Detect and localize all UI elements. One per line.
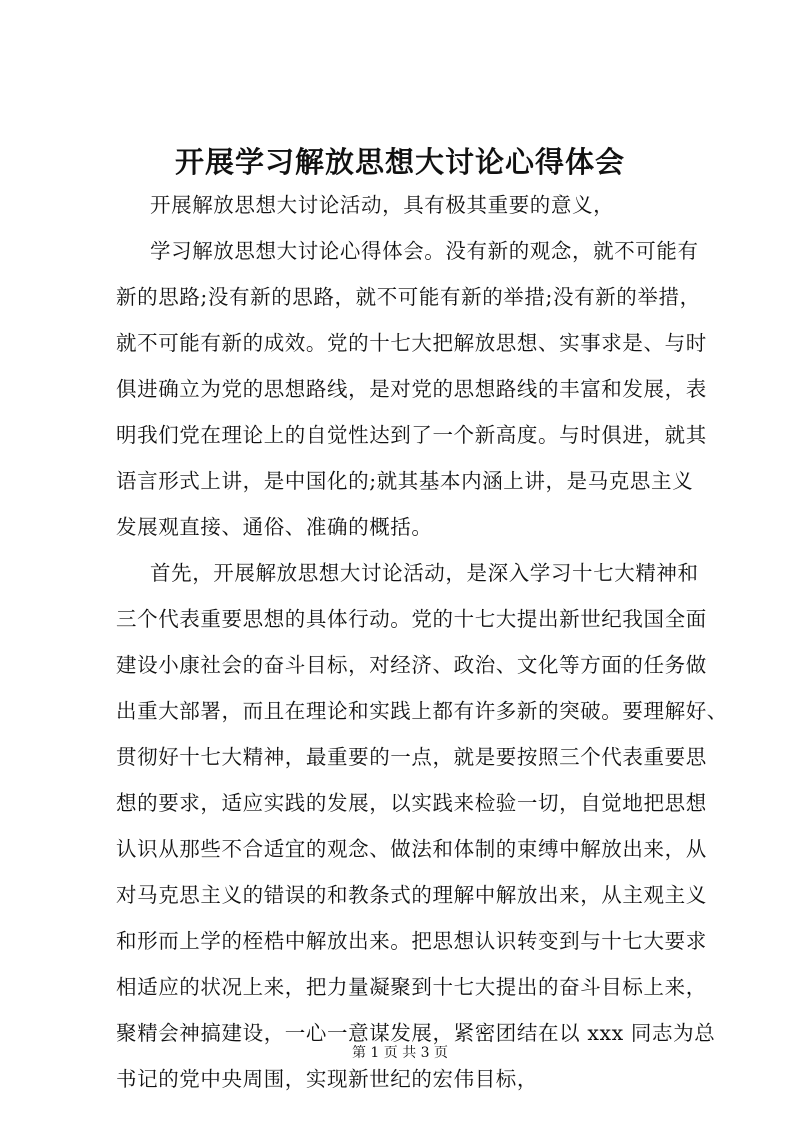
paragraph-line: 对马克思主义的错误的和教条式的理解中解放出来，从主观主义: [116, 883, 707, 907]
paragraph-line: 想的要求，适应实践的发展，以实践来检验一切，自觉地把思想: [116, 791, 707, 815]
paragraph-line: 新的思路;没有新的思路，就不可能有新的举措;没有新的举措，: [116, 285, 701, 309]
paragraph-line: 三个代表重要思想的具体行动。党的十七大提出新世纪我国全面: [116, 607, 707, 631]
paragraph-line: 明我们党在理论上的自觉性达到了一个新高度。与时俱进，就其: [116, 423, 707, 447]
paragraph-line: 开展解放思想大讨论活动，具有极其重要的意义，: [150, 193, 615, 217]
paragraph-line: 学习解放思想大讨论心得体会。没有新的观念，就不可能有: [150, 239, 699, 263]
paragraph-line: 就不可能有新的成效。党的十七大把解放思想、实事求是、与时: [116, 331, 707, 355]
paragraph-line: 语言形式上讲，是中国化的;就其基本内涵上讲，是马克思主义: [116, 469, 694, 493]
document-body: [116, 182, 728, 1102]
paragraph-line: 书记的党中央周围，实现新世纪的宏伟目标，: [116, 1067, 538, 1091]
paragraph-line: 贯彻好十七大精神，最重要的一点，就是要按照三个代表重要思: [116, 745, 707, 769]
paragraph-line: 建设小康社会的奋斗目标，对经济、政治、文化等方面的任务做: [116, 653, 707, 677]
paragraph-line: 首先，开展解放思想大讨论活动，是深入学习十七大精神和: [150, 561, 699, 585]
page-number-footer: 第 1 页 共 3 页: [351, 1045, 449, 1061]
paragraph-line: 相适应的状况上来，把力量凝聚到十七大提出的奋斗目标上来，: [116, 975, 707, 999]
paragraph-line: 俱进确立为党的思想路线，是对党的思想路线的丰富和发展，表: [116, 377, 707, 401]
paragraph-line: 和形而上学的桎梏中解放出来。把思想认识转变到与十七大要求: [116, 929, 707, 953]
paragraph-line: 认识从那些不合适宜的观念、做法和体制的束缚中解放出来，从: [116, 837, 707, 861]
paragraph-line: 发展观直接、通俗、准确的概括。: [116, 515, 433, 539]
document-title: 开展学习解放思想大讨论心得体会: [174, 145, 625, 179]
paragraph-line: 聚精会神搞建设，一心一意谋发展，紧密团结在以 xxx 同志为总: [116, 1021, 716, 1045]
paragraph-line: 出重大部署，而且在理论和实践上都有许多新的突破。要理解好、: [116, 699, 728, 723]
